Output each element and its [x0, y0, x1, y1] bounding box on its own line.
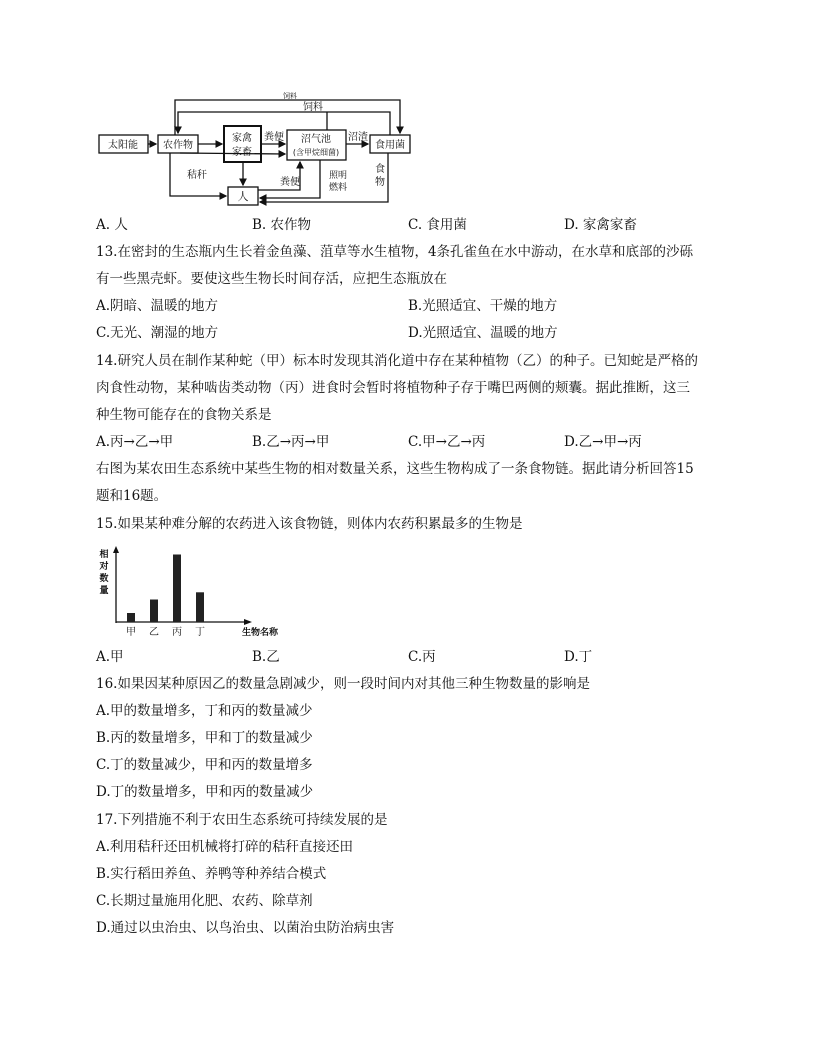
q17-option-a: A.利用秸秆还田机械将打碎的秸秆直接还田 — [96, 839, 354, 855]
poultry-label-2: 家畜 — [232, 147, 252, 158]
lighting-label-2: 燃料 — [328, 183, 348, 193]
y-axis-arrow — [113, 546, 119, 553]
bar-2 — [150, 600, 158, 623]
intro-line-2: 题和16题。 — [96, 488, 168, 504]
ecosystem-flow-diagram — [0, 0, 816, 215]
food-label-2: 物 — [375, 177, 385, 188]
q16-option-d: D.丁的数量增多，甲和丙的数量减少 — [96, 784, 314, 800]
bar-4 — [196, 592, 204, 622]
q15-option-a: A.甲 — [96, 649, 124, 665]
food-label-1: 食 — [375, 164, 385, 175]
q14-stem-3: 种生物可能存在的食物关系是 — [96, 407, 272, 423]
q13-option-c: C.无光、潮湿的地方 — [96, 325, 219, 341]
q17-option-c: C.长期过量施用化肥、农药、除草剂 — [96, 893, 313, 909]
q13-option-a: A.阴暗、温暖的地方 — [96, 298, 219, 314]
biogas-label-2: (含甲烷细菌) — [292, 148, 340, 157]
feed-label: 饲料 — [303, 102, 323, 113]
sun-label: 太阳能 — [108, 140, 138, 151]
q14-option-d: D.乙→甲→丙 — [564, 434, 642, 450]
person-label: 人 — [237, 190, 249, 203]
q15-option-b: B.乙 — [252, 649, 280, 665]
mushroom-label: 食用菌 — [375, 140, 405, 151]
q17-option-d: D.通过以虫治虫、以鸟治虫、以菌治虫防治病虫害 — [96, 920, 395, 936]
intro-line-1: 右图为某农田生态系统中某些生物的相对数量关系，这些生物构成了一条食物链。据此请分析回答15 — [96, 461, 694, 477]
feces-label-1: 粪便 — [264, 132, 284, 143]
biogas-label-1: 沼气池 — [301, 134, 331, 145]
bar-1 — [127, 613, 135, 622]
q15-option-c: C.丙 — [408, 649, 436, 665]
ylabel-char-1: 相 — [99, 550, 109, 560]
q12-option-d: D. 家禽家畜 — [564, 217, 637, 233]
xlabel: 生物名称 — [242, 628, 279, 638]
q12-option-c: C. 食用菌 — [408, 217, 467, 233]
relative-quantity-bar-chart — [96, 543, 296, 643]
q12-option-b: B. 农作物 — [252, 217, 312, 233]
q13-stem-2: 有一些黑壳虾。要使这些生物长时间存活，应把生态瓶放在 — [96, 271, 447, 287]
x-tick-label-3: 丙 — [172, 627, 182, 638]
ylabel-char-2: 对 — [99, 562, 109, 572]
q16-option-c: C.丁的数量减少，甲和丙的数量增多 — [96, 757, 313, 773]
q14-option-c: C.甲→乙→丙 — [408, 434, 486, 450]
poultry-label-1: 家禽 — [232, 133, 252, 144]
bar-3 — [173, 555, 181, 623]
top-cut-label: 饲料 — [283, 92, 297, 100]
feces-label-2: 粪便 — [280, 177, 300, 188]
x-tick-label-1: 甲 — [126, 627, 136, 638]
q17-option-b: B.实行稻田养鱼、养鸭等种养结合模式 — [96, 866, 327, 882]
q13-option-d: D.光照适宜、温暖的地方 — [408, 325, 558, 341]
q13-stem-1: 13.在密封的生态瓶内生长着金鱼藻、菹草等水生植物，4条孔雀鱼在水中游动，在水草和底部的沙砾 — [96, 244, 694, 260]
ylabel-char-3: 数 — [99, 574, 109, 584]
q14-stem-2: 肉食性动物，某种啮齿类动物（丙）进食时会暂时将植物种子存于嘴巴两侧的颊囊。据此推断，这三 — [96, 380, 690, 396]
residue-label: 沼渣 — [348, 132, 368, 143]
q15-option-d: D.丁 — [564, 649, 593, 665]
q13-option-b: B.光照适宜、干燥的地方 — [408, 298, 558, 314]
straw-label: 秸秆 — [187, 170, 207, 181]
x-tick-label-4: 丁 — [195, 627, 205, 638]
q12-option-a: A. 人 — [96, 217, 128, 233]
q16-option-b: B.丙的数量增多，甲和丁的数量减少 — [96, 730, 313, 746]
q14-option-a: A.丙→乙→甲 — [96, 434, 174, 450]
crop-label: 农作物 — [163, 140, 193, 151]
q14-stem-1: 14.研究人员在制作某种蛇（甲）标本时发现其消化道中存在某种植物（乙）的种子。已知蛇是严格的 — [96, 353, 698, 369]
x-axis-arrow — [244, 619, 252, 625]
q15-stem: 15.如果某种难分解的农药进入该食物链，则体内农药积累最多的生物是 — [96, 516, 523, 532]
lighting-label-1: 照明 — [328, 171, 348, 181]
q17-stem: 17.下列措施不利于农田生态系统可持续发展的是 — [96, 812, 388, 828]
ylabel-char-4: 量 — [99, 586, 109, 596]
q14-option-b: B.乙→丙→甲 — [252, 434, 330, 450]
q16-option-a: A.甲的数量增多，丁和丙的数量减少 — [96, 703, 313, 719]
q16-stem: 16.如果因某种原因乙的数量急剧减少，则一段时间内对其他三种生物数量的影响是 — [96, 676, 590, 692]
x-tick-label-2: 乙 — [149, 627, 159, 638]
